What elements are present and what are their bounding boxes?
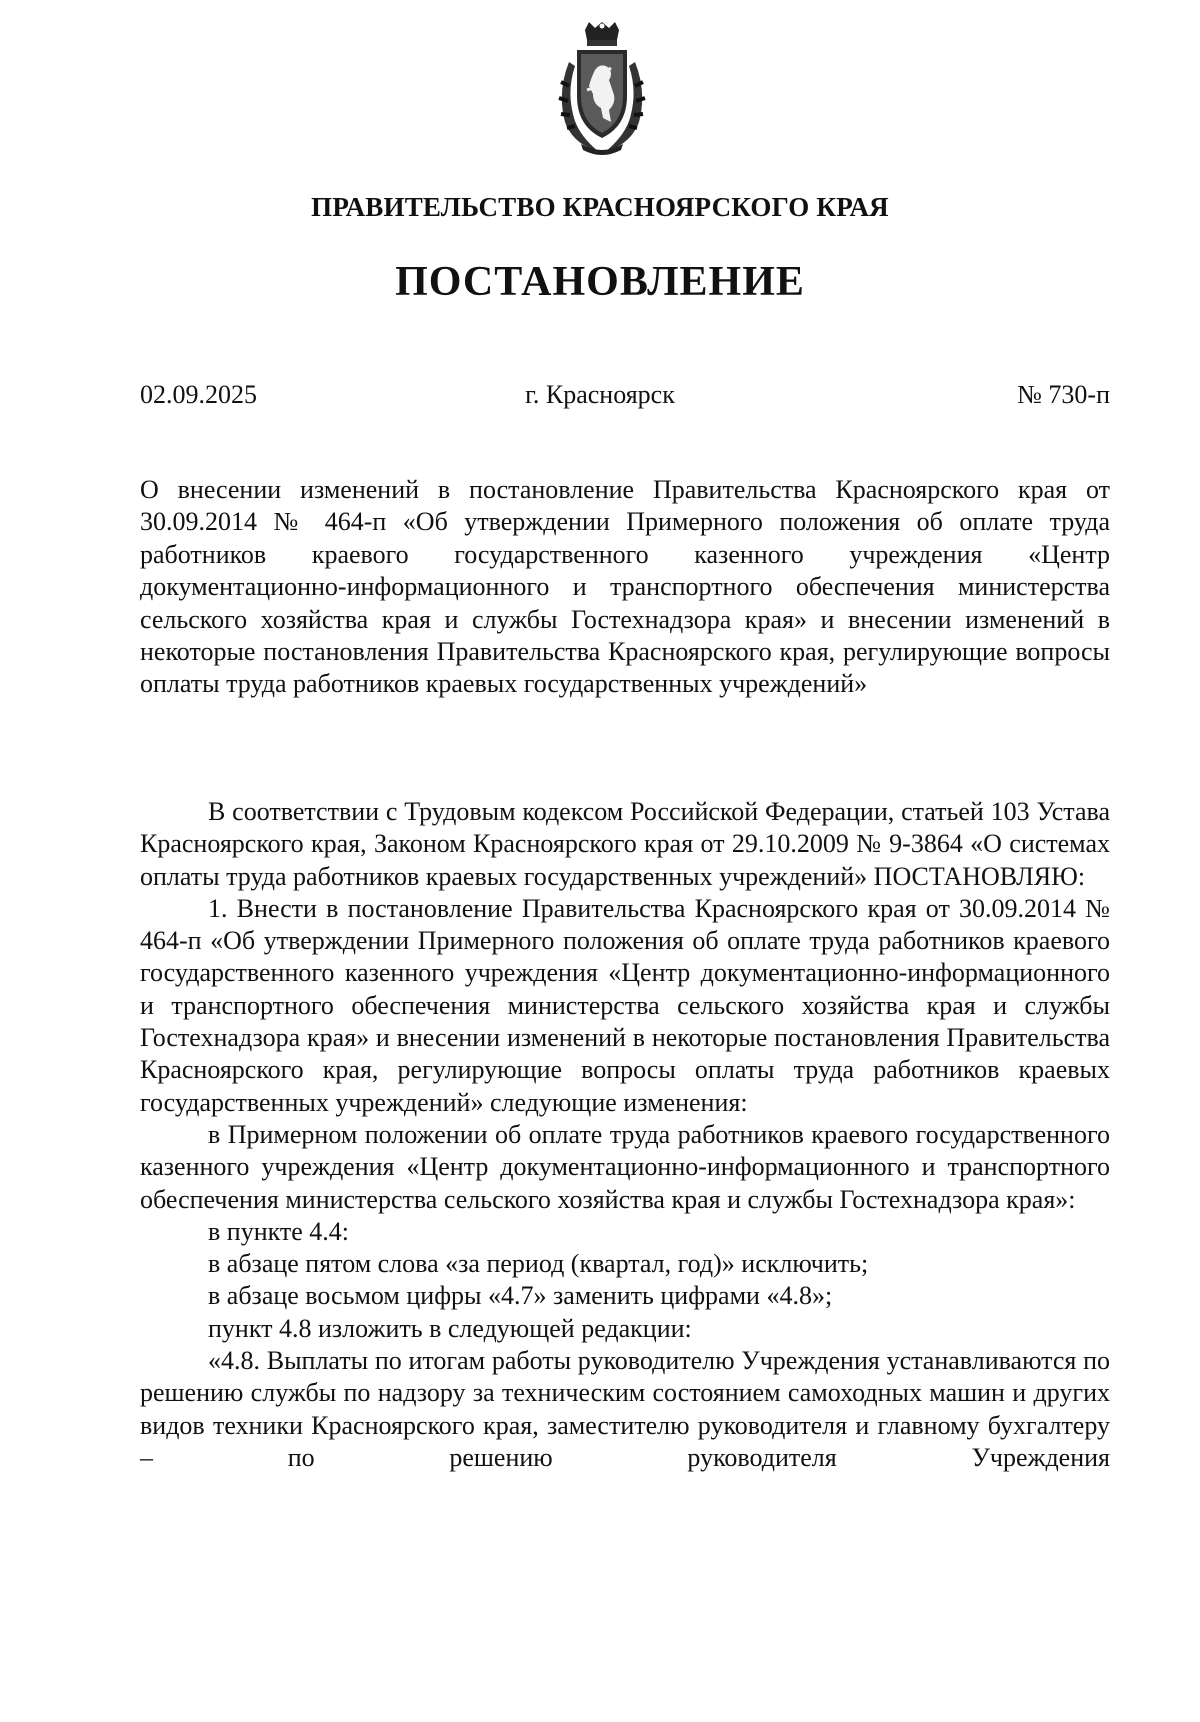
point-4-8-text: «4.8. Выплаты по итогам работы руководителю Учреждения устанавливаются по решению службы по надзору за техническим состоянием самоходных машин и других видов техники Красноярского края, заместителю руководителя и главному бухгалтеру – по решению руководителя Учреждения [140, 1346, 1110, 1472]
document-city: г. Красноярск [525, 380, 675, 409]
item-1-paragraph: 1. Внести в постановление Правительства Красноярского края от 30.09.2014 № 464-п «Об утверждении Примерного положения об оплате труда работников краевого государственного казенного учреждения «Центр документационно-информационного и транспортного обеспечения министерства сельского хозяйства края и службы Гостехнадзора края» и внесении изменений в некоторые постановления Правительства Красноярского края, регулирующие вопросы оплаты труда работников краевых государственных учреждений» следующие изменения: [140, 893, 1110, 1117]
point-4-8-intro: пункт 4.8 изложить в следующей редакции: [208, 1313, 692, 1343]
document-number: № 730-п [1017, 380, 1110, 409]
point-4-4-paragraph: в пункте 4.4: [208, 1216, 350, 1246]
preamble-paragraph: В соответствии с Трудовым кодексом Российской Федерации, статьей 103 Устава Красноярского края, Законом Красноярского края от 29.10.2009 № 9-3864 «О системах оплаты труда работников краевых государственных учреждений» ПОСТАНОВЛЯЮ: [140, 797, 1110, 891]
paragraph-5-change: в абзаце пятом слова «за период (квартал, год)» исключить; [208, 1249, 869, 1279]
document-date: 02.09.2025 [140, 380, 257, 409]
paragraph-8-change: в абзаце восьмом цифры «4.7» заменить цифрами «4.8»; [208, 1281, 833, 1311]
document-body [140, 796, 1110, 1474]
document-type-title: ПОСТАНОВЛЕНИЕ [395, 259, 805, 305]
item-1-subparagraph: в Примерном положении об оплате труда работников краевого государственного казенного учреждения «Центр документационно-информационного и транспортного обеспечения министерства сельского хозяйства края и службы Гостехнадзора края»: [140, 1119, 1110, 1214]
document-subject: О внесении изменений в постановление Правительства Красноярского края от 30.09.2014 № 464-п «Об утверждении Примерного положения об оплате труда работников краевого государственного казенного учреждения «Центр документационно-информационного и транспортного обеспечения министерства сельского хозяйства края и службы Гостехнадзора края» и внесении изменений в некоторые постановления Правительства Красноярского края, регулирующие вопросы оплаты труда работников краевых государственных учреждений» [140, 475, 1110, 699]
government-title: ПРАВИТЕЛЬСТВО КРАСНОЯРСКОГО КРАЯ [311, 192, 889, 222]
coat-of-arms-icon [551, 22, 653, 156]
